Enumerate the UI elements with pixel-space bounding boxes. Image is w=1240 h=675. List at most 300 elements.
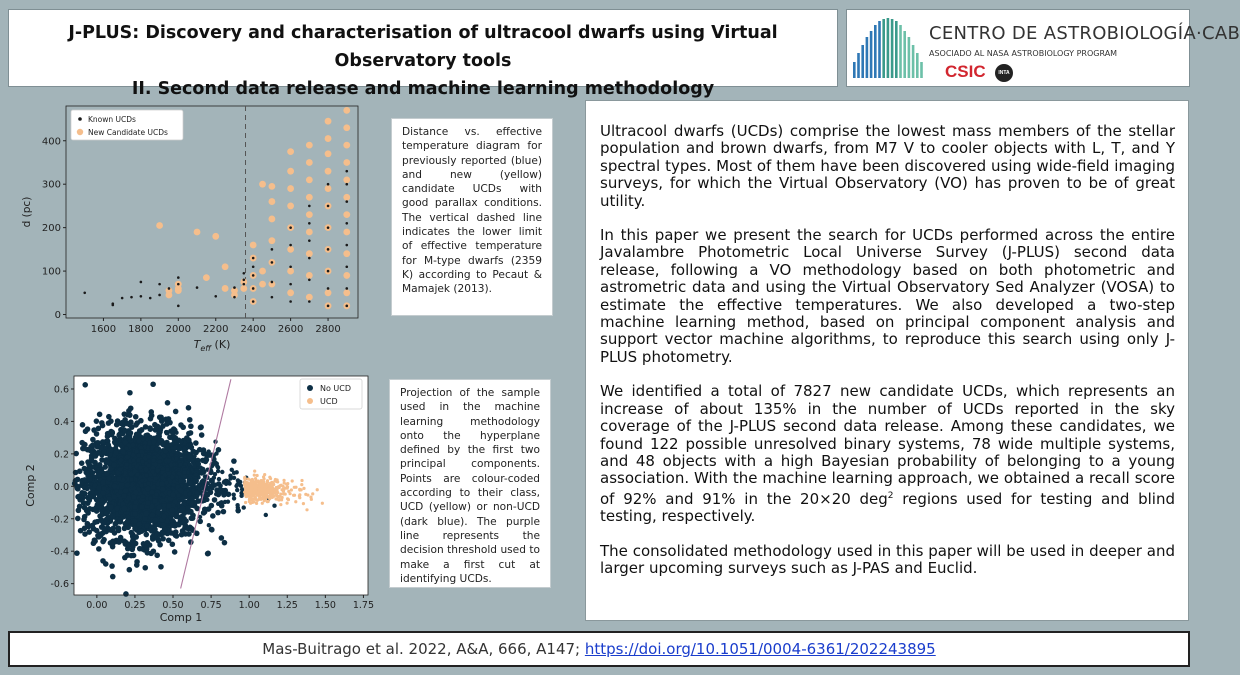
no-ucd-point <box>186 531 192 537</box>
no-ucd-point <box>127 390 133 396</box>
no-ucd-point <box>133 414 139 420</box>
no-ucd-point <box>107 452 113 458</box>
no-ucd-point <box>90 442 96 448</box>
no-ucd-point <box>146 481 150 485</box>
y-tick-label: 200 <box>41 223 61 235</box>
no-ucd-point <box>92 538 98 544</box>
known-ucd-point <box>289 244 292 247</box>
no-ucd-point <box>127 451 131 455</box>
ucd-point <box>244 486 247 489</box>
no-ucd-point <box>228 474 232 478</box>
logo-subtitle: ASOCIADO AL NASA ASTROBIOLOGY PROGRAM <box>929 49 1118 58</box>
no-ucd-point <box>82 466 88 472</box>
logo-bar <box>908 37 911 78</box>
no-ucd-point <box>169 522 175 528</box>
ucd-point <box>243 491 246 494</box>
no-ucd-point <box>161 467 165 471</box>
ucd-point <box>275 486 278 489</box>
no-ucd-point <box>155 442 159 446</box>
no-ucd-point <box>96 485 102 491</box>
no-ucd-point <box>111 540 117 546</box>
known-ucd-point <box>252 265 255 268</box>
no-ucd-point <box>195 491 199 495</box>
x-tick-label: 0.25 <box>124 600 146 611</box>
new-ucd-point <box>203 274 210 281</box>
ucd-point <box>282 479 285 482</box>
ucd-point <box>309 496 312 499</box>
no-ucd-point <box>148 496 152 500</box>
no-ucd-point <box>94 418 100 424</box>
no-ucd-point <box>85 459 91 465</box>
abstract-paragraph-3-part-b: regions used for testing and blind testing, respectively. <box>600 489 1175 526</box>
no-ucd-point <box>185 505 191 511</box>
no-ucd-point <box>182 447 186 451</box>
new-ucd-point <box>306 211 313 218</box>
ucd-point <box>284 486 287 489</box>
known-ucd-point <box>345 222 348 225</box>
new-ucd-point <box>325 289 332 296</box>
known-ucd-point <box>177 283 180 286</box>
ucd-point <box>253 474 256 477</box>
no-ucd-point <box>170 541 176 547</box>
legend-ucd-marker <box>307 398 313 404</box>
new-ucd-point <box>343 289 350 296</box>
known-ucd-point <box>243 278 246 281</box>
no-ucd-point <box>172 449 176 453</box>
no-ucd-point <box>164 430 168 434</box>
no-ucd-point <box>86 529 92 535</box>
no-ucd-point <box>132 504 138 510</box>
no-ucd-point <box>231 458 237 464</box>
x-tick-label: 1.00 <box>238 600 260 611</box>
no-ucd-point <box>198 487 202 491</box>
known-ucd-point <box>289 265 292 268</box>
logo-bar <box>899 25 902 78</box>
new-ucd-point <box>166 292 173 299</box>
ucd-point <box>273 479 276 482</box>
no-ucd-point <box>214 451 218 455</box>
x-axis-label: $T_{eff}$ (K) <box>193 338 231 353</box>
no-ucd-point <box>109 563 115 569</box>
ucd-point <box>253 486 256 489</box>
no-ucd-point <box>111 494 117 500</box>
no-ucd-point <box>98 445 104 451</box>
abstract-box <box>585 100 1189 621</box>
known-ucd-point <box>121 297 124 300</box>
inta-logo: INTA <box>995 64 1013 82</box>
no-ucd-point <box>79 460 85 466</box>
logo-bar <box>920 62 923 78</box>
no-ucd-point <box>201 510 207 516</box>
no-ucd-point <box>94 508 100 514</box>
x-tick-label: 2600 <box>277 324 304 335</box>
known-ucd-point <box>252 287 255 290</box>
logo-bar <box>861 45 864 78</box>
known-ucd-point <box>327 226 330 229</box>
no-ucd-point <box>96 534 102 540</box>
no-ucd-point <box>108 446 114 452</box>
known-ucd-point <box>158 294 161 297</box>
no-ucd-point <box>136 458 140 462</box>
no-ucd-point <box>90 459 94 463</box>
no-ucd-point <box>182 470 186 474</box>
known-ucd-point <box>308 257 311 260</box>
ucd-point <box>294 486 297 489</box>
ucd-point <box>321 502 324 505</box>
logo-bar <box>874 25 877 78</box>
no-ucd-point <box>96 472 102 478</box>
ucd-point <box>298 488 301 491</box>
known-ucd-point <box>271 296 274 299</box>
no-ucd-point <box>186 499 190 503</box>
x-tick-label: 0.75 <box>200 600 222 611</box>
no-ucd-point <box>106 476 112 482</box>
no-ucd-point <box>99 420 105 426</box>
legend-known-label: Known UCDs <box>88 115 136 124</box>
no-ucd-point <box>140 478 144 482</box>
no-ucd-point <box>205 551 211 557</box>
no-ucd-point <box>97 411 103 417</box>
no-ucd-point <box>152 527 158 533</box>
new-ucd-point <box>306 272 313 279</box>
no-ucd-point <box>154 447 158 451</box>
no-ucd-point <box>170 492 176 498</box>
no-ucd-point <box>145 550 151 556</box>
no-ucd-point <box>103 561 109 567</box>
figure2-panel <box>14 370 376 624</box>
no-ucd-point <box>119 422 123 426</box>
new-ucd-point <box>240 285 247 292</box>
cab-logo-icon <box>851 16 927 82</box>
no-ucd-point <box>87 476 93 482</box>
no-ucd-point <box>148 409 154 415</box>
no-ucd-point <box>130 544 136 550</box>
known-ucd-point <box>345 287 348 290</box>
no-ucd-point <box>187 417 193 423</box>
no-ucd-point <box>188 481 192 485</box>
x-tick-label: 2000 <box>165 324 192 335</box>
new-ucd-point <box>194 229 201 236</box>
ucd-point <box>298 493 301 496</box>
no-ucd-point <box>210 513 216 519</box>
no-ucd-point <box>145 540 151 546</box>
no-ucd-point <box>75 516 81 522</box>
no-ucd-point <box>133 490 139 496</box>
new-ucd-point <box>268 183 275 190</box>
x-tick-label: 2200 <box>203 324 229 335</box>
no-ucd-point <box>139 483 143 487</box>
no-ucd-point <box>114 422 120 428</box>
no-ucd-point <box>132 511 138 517</box>
abstract-paragraph-3 <box>600 383 1175 525</box>
no-ucd-point <box>76 494 82 500</box>
new-ucd-point <box>343 124 350 131</box>
known-ucd-point <box>252 257 255 260</box>
no-ucd-point <box>198 425 204 431</box>
new-ucd-point <box>250 242 257 249</box>
logo-bar <box>870 31 873 78</box>
new-ucd-point <box>343 272 350 279</box>
no-ucd-point <box>100 439 106 445</box>
no-ucd-point <box>82 505 88 511</box>
no-ucd-point <box>172 549 178 555</box>
ucd-point <box>244 501 247 504</box>
x-tick-label: 0.50 <box>162 600 184 611</box>
ucd-point <box>302 502 305 505</box>
doi-link[interactable]: https://doi.org/10.1051/0004-6361/202243895 <box>584 640 936 658</box>
no-ucd-point <box>193 440 199 446</box>
no-ucd-point <box>151 470 155 474</box>
no-ucd-point <box>110 513 116 519</box>
logo-bar <box>857 53 860 78</box>
known-ucd-point <box>271 281 274 284</box>
no-ucd-point <box>162 503 166 507</box>
ucd-point <box>300 479 303 482</box>
no-ucd-point <box>158 456 162 460</box>
no-ucd-point <box>147 425 153 431</box>
no-ucd-point <box>147 455 151 459</box>
no-ucd-point <box>166 503 172 509</box>
no-ucd-point <box>201 478 205 482</box>
no-ucd-point <box>161 514 167 520</box>
ucd-point <box>273 492 276 495</box>
logo-bar <box>882 19 885 78</box>
ucd-point <box>278 486 281 489</box>
new-ucd-point <box>325 185 332 192</box>
no-ucd-point <box>84 486 90 492</box>
new-ucd-point <box>259 181 266 188</box>
known-ucd-point <box>214 295 217 298</box>
no-ucd-point <box>152 498 158 504</box>
ucd-point <box>300 483 303 486</box>
known-ucd-point <box>111 302 114 305</box>
no-ucd-point <box>178 462 182 466</box>
ucd-point <box>268 488 271 491</box>
no-ucd-point <box>123 471 127 475</box>
no-ucd-point <box>158 564 164 570</box>
no-ucd-point <box>162 454 166 458</box>
no-ucd-point <box>139 528 145 534</box>
y-tick-label: -0.6 <box>50 579 69 591</box>
logo-box <box>846 9 1240 87</box>
no-ucd-point <box>232 496 236 500</box>
ucd-point <box>249 483 252 486</box>
y-tick-label: 0 <box>54 310 61 322</box>
no-ucd-point <box>139 446 143 450</box>
new-ucd-point <box>287 148 294 155</box>
legend-no-ucd-marker <box>307 385 313 391</box>
no-ucd-point <box>182 474 186 478</box>
ucd-point <box>284 492 287 495</box>
no-ucd-point <box>159 418 165 424</box>
no-ucd-point <box>187 492 191 496</box>
csic-logo: CSIC <box>945 62 986 81</box>
no-ucd-point <box>154 492 158 496</box>
known-ucd-point <box>289 283 292 286</box>
ucd-point <box>286 482 289 485</box>
no-ucd-point <box>156 504 162 510</box>
known-ucd-point <box>140 295 143 298</box>
no-ucd-point <box>110 574 116 580</box>
ucd-point <box>298 496 301 499</box>
no-ucd-point <box>171 434 177 440</box>
ucd-point <box>261 502 264 505</box>
ucd-point <box>287 498 290 501</box>
ucd-point <box>256 499 259 502</box>
no-ucd-point <box>173 409 179 415</box>
known-ucd-point <box>243 272 246 275</box>
known-ucd-point <box>327 248 330 251</box>
no-ucd-point <box>106 414 112 420</box>
ucd-point <box>258 488 261 491</box>
logo-bar <box>887 18 890 78</box>
new-ucd-point <box>222 285 229 292</box>
no-ucd-point <box>182 479 186 483</box>
y-tick-label: -0.2 <box>50 514 69 526</box>
no-ucd-point <box>209 527 215 533</box>
new-ucd-point <box>343 142 350 149</box>
no-ucd-point <box>127 567 133 573</box>
known-ucd-point <box>327 287 330 290</box>
ucd-point <box>255 502 258 505</box>
new-ucd-point <box>175 287 182 294</box>
no-ucd-point <box>118 535 124 541</box>
no-ucd-point <box>125 542 131 548</box>
legend-known-marker <box>78 117 82 121</box>
no-ucd-point <box>134 420 140 426</box>
legend-new-marker <box>77 129 83 135</box>
no-ucd-point <box>110 526 116 532</box>
known-ucd-point <box>327 183 330 186</box>
no-ucd-point <box>122 555 128 561</box>
no-ucd-point <box>121 493 127 499</box>
no-ucd-point <box>217 492 221 496</box>
y-axis-label: Comp 2 <box>24 464 37 507</box>
no-ucd-point <box>242 505 246 509</box>
ucd-point <box>285 502 288 505</box>
figure2-caption: Projection of the sample used in the machine learning methodology onto the hyperplane defined by the first two principal components. Points are colour-coded according to their class, UCD (yellow) or non-UCD (dark blue). The purple line represents the decision threshold used to make a first cut at identifying UCDs. <box>389 379 551 588</box>
no-ucd-point <box>205 498 209 502</box>
known-ucd-point <box>345 244 348 247</box>
no-ucd-point <box>216 465 220 469</box>
no-ucd-point <box>169 442 173 446</box>
no-ucd-point <box>122 526 128 532</box>
no-ucd-point <box>221 509 227 515</box>
pca-projection-chart <box>14 370 376 624</box>
no-ucd-point <box>131 443 135 447</box>
no-ucd-point <box>125 482 131 488</box>
no-ucd-point <box>156 538 162 544</box>
x-axis-label: Comp 1 <box>159 611 203 624</box>
known-ucd-point <box>308 222 311 225</box>
new-ucd-point <box>287 289 294 296</box>
new-ucd-point <box>222 263 229 270</box>
no-ucd-point <box>178 422 184 428</box>
no-ucd-point <box>128 430 134 436</box>
x-tick-label: 2400 <box>240 324 266 335</box>
x-tick-label: 0.00 <box>86 600 108 611</box>
no-ucd-point <box>81 517 87 523</box>
no-ucd-point <box>264 513 268 517</box>
no-ucd-point <box>124 421 130 427</box>
new-ucd-point <box>287 246 294 253</box>
no-ucd-point <box>197 519 203 525</box>
no-ucd-point <box>82 442 88 448</box>
no-ucd-point <box>212 497 218 503</box>
citation-footer <box>8 631 1190 667</box>
logo-bar <box>895 21 898 78</box>
known-ucd-point <box>308 278 311 281</box>
new-ucd-point <box>306 294 313 301</box>
new-ucd-point <box>259 268 266 275</box>
ucd-point <box>267 500 270 503</box>
ucd-point <box>306 493 309 496</box>
x-tick-label: 1.25 <box>276 600 298 611</box>
logo-bar <box>912 45 915 78</box>
y-tick-label: 0.6 <box>53 384 69 396</box>
y-tick-label: 0.4 <box>53 416 69 428</box>
no-ucd-point <box>141 437 145 441</box>
no-ucd-point <box>112 483 118 489</box>
known-ucd-point <box>327 205 330 208</box>
known-ucd-point <box>345 200 348 203</box>
no-ucd-point <box>192 454 196 458</box>
known-ucd-point <box>308 205 311 208</box>
new-ucd-point <box>325 168 332 175</box>
paper-title: J-PLUS: Discovery and characterisation of ultracool dwarfs using Virtual Observatory tools <box>68 23 778 71</box>
ucd-point <box>254 477 257 480</box>
x-tick-label: 1800 <box>128 324 154 335</box>
no-ucd-point <box>145 500 151 506</box>
no-ucd-point <box>137 439 141 443</box>
new-ucd-point <box>325 135 332 142</box>
no-ucd-point <box>161 442 165 446</box>
no-ucd-point <box>113 450 119 456</box>
no-ucd-point <box>123 488 129 494</box>
no-ucd-point <box>180 528 186 534</box>
no-ucd-point <box>142 516 148 522</box>
no-ucd-point <box>102 526 108 532</box>
no-ucd-point <box>235 503 239 507</box>
no-ucd-point <box>134 562 140 568</box>
ucd-point <box>311 492 314 495</box>
new-ucd-point <box>287 168 294 175</box>
new-ucd-point <box>268 198 275 205</box>
no-ucd-point <box>139 504 145 510</box>
no-ucd-point <box>155 510 161 516</box>
no-ucd-point <box>164 481 168 485</box>
known-ucd-point <box>177 276 180 279</box>
no-ucd-point <box>164 449 168 453</box>
no-ucd-point <box>130 483 134 487</box>
no-ucd-point <box>129 530 135 536</box>
no-ucd-point <box>217 477 221 481</box>
no-ucd-point <box>193 464 197 468</box>
ucd-point <box>249 502 252 505</box>
new-ucd-point <box>343 229 350 236</box>
x-tick-label: 1600 <box>90 324 117 335</box>
no-ucd-point <box>113 439 119 445</box>
new-ucd-point <box>287 203 294 210</box>
no-ucd-point <box>74 550 80 556</box>
new-ucd-point <box>343 176 350 183</box>
no-ucd-point <box>174 456 178 460</box>
no-ucd-point <box>174 430 178 434</box>
new-ucd-point <box>343 107 350 114</box>
ucd-point <box>271 483 274 486</box>
no-ucd-point <box>98 517 104 523</box>
logo-bar <box>916 53 919 78</box>
